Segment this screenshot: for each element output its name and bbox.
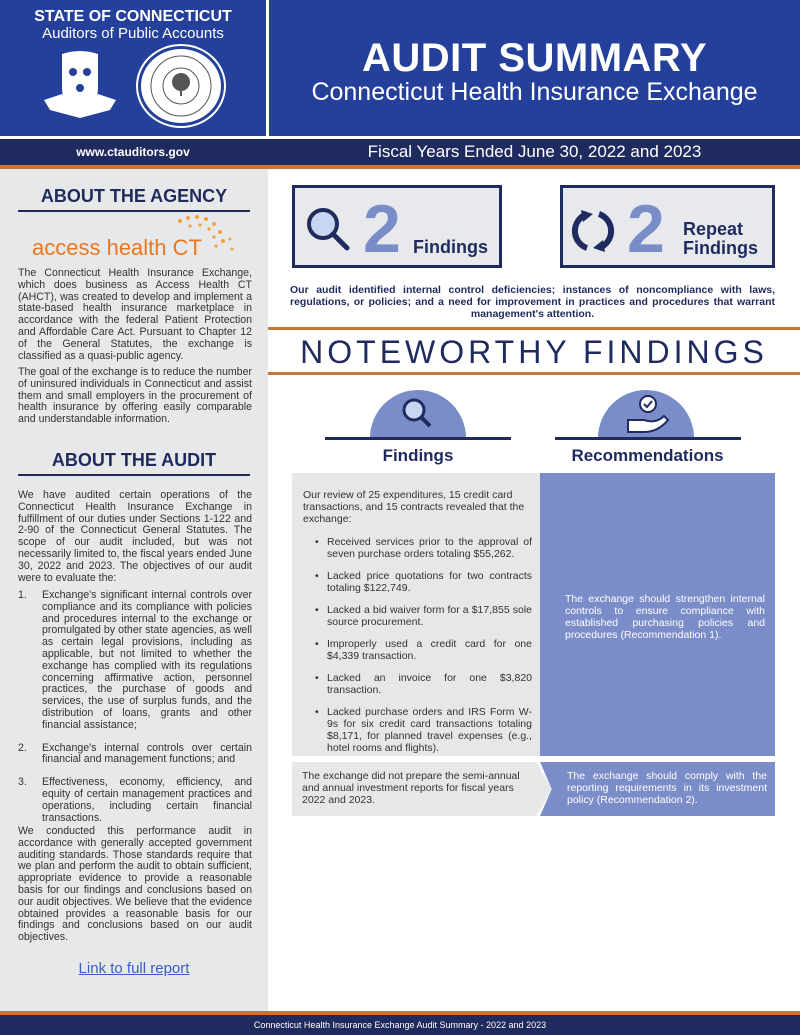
repeat-findings-box bbox=[560, 185, 775, 268]
recommendation-2: The exchange should comply with the reporting requirements in its investment policy (Recommendation 2). bbox=[567, 770, 767, 806]
repeat-findings-label: Findings bbox=[683, 238, 758, 258]
summary-intro: Our audit identified internal control deficiencies; instances of noncompliance with laws, regulations, or policies; and a need for improvement in practices and procedures that warrant management's attention. bbox=[290, 284, 775, 320]
list-item: • Lacked a bid waiver form for a $17,855 sole source procurement. bbox=[303, 604, 532, 628]
divider bbox=[268, 327, 800, 330]
audit-heading: ABOUT THE AUDIT bbox=[18, 450, 250, 476]
finding-2: The exchange did not prepare the semi-annual and annual investment reports for fiscal years 2022 and 2023. bbox=[302, 770, 520, 806]
findings-count-box bbox=[292, 185, 502, 268]
agency-heading: ABOUT THE AGENCY bbox=[18, 186, 250, 212]
list-item: • Lacked an invoice for one $3,820 transaction. bbox=[303, 672, 532, 696]
objective-number: 1. bbox=[18, 589, 27, 601]
list-item: • Received services prior to the approval of seven purchase orders totaling $55,262. bbox=[303, 536, 532, 560]
list-item: • Lacked price quotations for two contracts totaling $122,749. bbox=[303, 570, 532, 594]
objective-text: Effectiveness, economy, efficiency, and equity of certain management practices and operations, including certain financial transactions. bbox=[42, 776, 252, 824]
page-title: AUDIT SUMMARY bbox=[362, 36, 707, 80]
objective-item bbox=[18, 777, 252, 824]
website-link[interactable]: www.ctauditors.gov bbox=[76, 145, 190, 159]
state-coat-of-arms-icon bbox=[40, 48, 120, 122]
fiscal-period: Fiscal Years Ended June 30, 2022 and 2023 bbox=[367, 142, 702, 161]
page-subtitle: Connecticut Health Insurance Exchange bbox=[311, 78, 758, 106]
divider bbox=[325, 437, 511, 440]
findings-magnifier-icon bbox=[370, 390, 466, 438]
audit-description: We have audited certain operations of the Connecticut Health Insurance Exchange in fulfillment of our duties under Sections 1-122 and 2-90 of the Connecticut General Statutes. The scope of our audit included, but was not necessarily limited to, the fiscal years ended June 30, 2022 and 2023. The objectives of our audit were to evaluate the: bbox=[18, 489, 252, 584]
list-item: • Improperly used a credit card for one $4,339 transaction. bbox=[303, 638, 532, 662]
findings-count: 2 bbox=[363, 191, 401, 267]
auditors-seal-icon bbox=[138, 46, 224, 126]
repeat-cycle-icon bbox=[569, 208, 617, 254]
agency-description: The Connecticut Health Insurance Exchange, which does business as Access Health CT (AHCT), was created to develop and implement a state-based health insurance marketplace in accordance with the federal Patient Protection and Affordable Care Act. Pursuant to Chapter 12 of the General Statutes, the exchange is classified as a quasi-public agency. bbox=[18, 267, 252, 362]
objective-number: 2. bbox=[18, 741, 27, 754]
repeat-findings-count: 2 bbox=[627, 191, 665, 267]
objective-text: Exchange's significant internal controls over compliance and its compliance with policies and procedures internal to the exchange or promulgated by other state agencies, as well as certain legal provisions, including as applicable, but not limited to whether the exchange has complied with its regulations concerning affirmative action, personnel practices, the purchase of goods and services, the use of surplus funds, and the distribution of loans, grants and other financial assistance; bbox=[42, 589, 252, 731]
recommendations-column-heading: Recommendations bbox=[571, 446, 724, 465]
list-item: • Lacked purchase orders and IRS Form W-9s for six credit card transactions totaling $8,171, for planned travel expenses (e.g., hotel rooms and flights). bbox=[303, 706, 532, 754]
findings-label: Findings bbox=[413, 237, 488, 257]
audit-objectives bbox=[18, 590, 252, 835]
footer: Connecticut Health Insurance Exchange Audit Summary - 2022 and 2023 bbox=[0, 1015, 800, 1035]
divider bbox=[555, 437, 741, 440]
finding-1 bbox=[292, 473, 542, 756]
magnifier-icon bbox=[305, 206, 351, 252]
agency-goal: The goal of the exchange is to reduce the number of uninsured individuals in Connecticut and assist them and small employers in the procurement of health insurance by offering easily comparable and understandable information. bbox=[18, 366, 252, 426]
recommendation-hand-icon bbox=[598, 390, 694, 438]
divider bbox=[268, 372, 800, 375]
logo-ct: CT bbox=[172, 235, 202, 260]
objective-item bbox=[18, 743, 252, 767]
objective-item bbox=[18, 590, 252, 732]
noteworthy-title: NOTEWORTHY FINDINGS bbox=[300, 334, 768, 370]
access-health-ct-logo bbox=[32, 235, 202, 261]
objective-number: 3. bbox=[18, 776, 27, 789]
finding-intro: Our review of 25 expenditures, 15 credit card transactions, and 15 contracts revealed that the exchange: bbox=[303, 489, 525, 525]
audit-standards: We conducted this performance audit in accordance with generally accepted government auditing standards. Those standards require that we plan and perform the audit to obtain sufficient, appropriate evidence to provide a reasonable basis for our findings and conclusions based on our audit objectives. We believe that the evidence obtained provides a reasonable basis for our findings and conclusions based on our audit objectives. bbox=[18, 825, 252, 944]
objective-text: Exchange's internal controls over certain financial and management functions; and bbox=[42, 741, 252, 766]
logo-text: access health bbox=[32, 235, 173, 260]
office-name: Auditors of Public Accounts bbox=[42, 25, 224, 42]
repeat-label: Repeat bbox=[683, 219, 744, 239]
findings-column-heading: Findings bbox=[382, 446, 454, 465]
state-name: STATE OF CONNECTICUT bbox=[34, 8, 232, 25]
full-report-link[interactable]: Link to full report bbox=[78, 960, 190, 977]
recommendation-1: The exchange should strengthen internal controls to ensure compliance with established purchasing policies and procedures (Recommendation 1). bbox=[565, 593, 765, 641]
finding-list bbox=[303, 536, 532, 754]
